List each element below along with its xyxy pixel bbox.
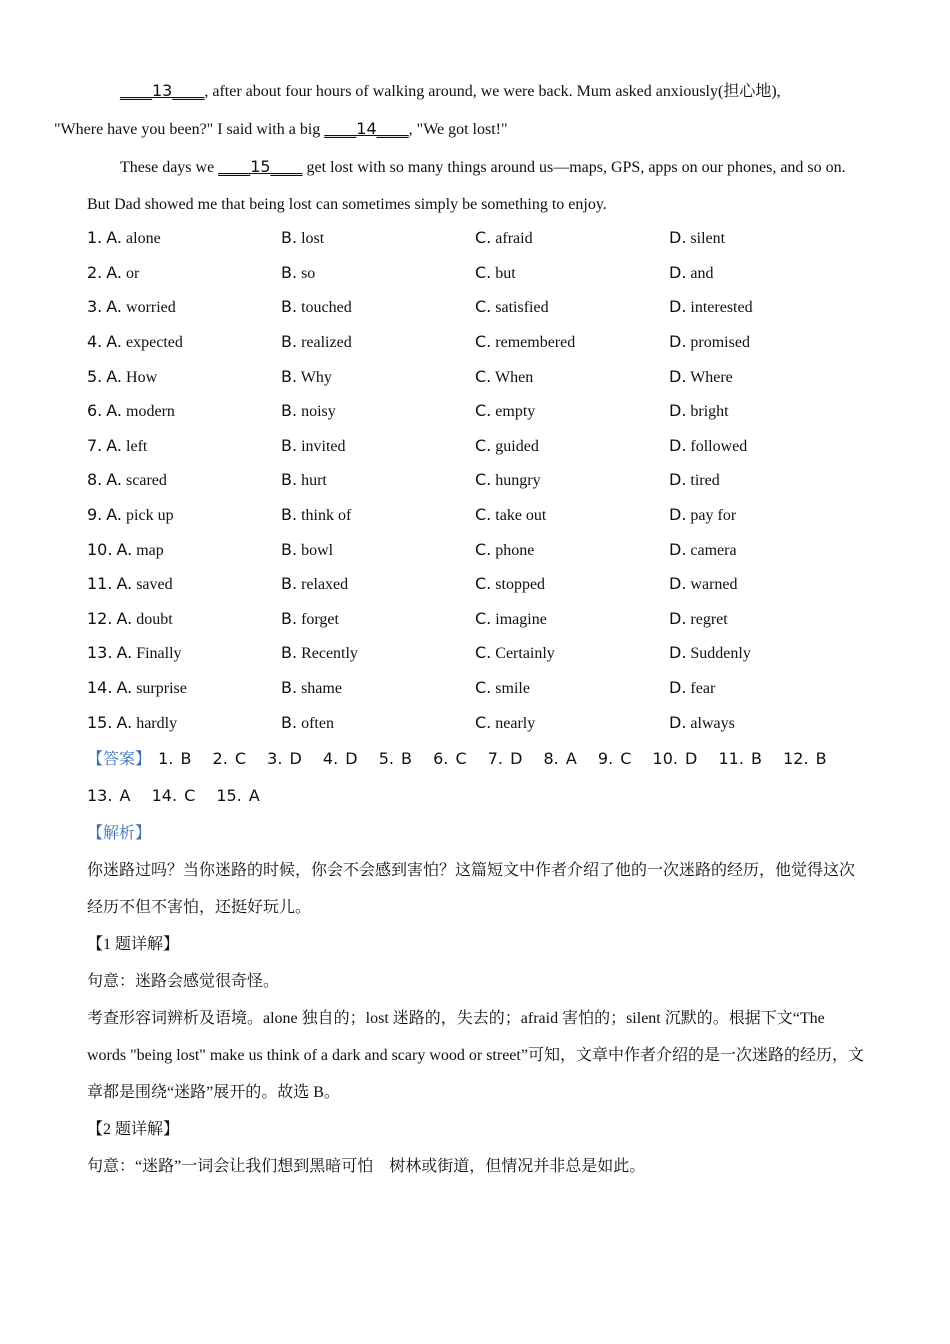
option-row [87, 394, 867, 429]
option-letter: B. [281, 470, 298, 490]
option-text: stopped [495, 576, 546, 594]
option-letter: D. [669, 678, 687, 698]
analysis-text: 你迷路过吗？当你迷路的时候，你会不会感到害怕？这篇短文中作者介绍了他的一次迷路的经历，他觉得这次经历不但不害怕，还挺好玩儿。 [87, 861, 856, 916]
option-b [281, 367, 475, 387]
answer-label: 【答案】 [87, 748, 152, 768]
option-c [475, 436, 669, 456]
option-b [281, 574, 475, 594]
option-a [87, 678, 281, 698]
option-text: followed [690, 437, 748, 455]
option-letter: D. [669, 608, 687, 628]
option-text: silent [690, 230, 726, 248]
option-c [475, 574, 669, 594]
option-letter: C. [475, 712, 492, 732]
option-letter: B. [281, 643, 298, 663]
option-a [87, 643, 281, 663]
option-letter: B. [281, 262, 298, 282]
option-a [87, 540, 281, 560]
option-text: but [495, 264, 516, 282]
option-a [87, 470, 281, 490]
option-text: surprise [136, 680, 187, 698]
option-c [475, 505, 669, 525]
option-row [87, 671, 867, 706]
option-text: When [494, 368, 534, 386]
option-letter: C. [475, 608, 492, 628]
question-number: 2. [87, 262, 103, 282]
option-letter: C. [475, 643, 492, 663]
option-text: regret [690, 610, 728, 628]
option-text: interested [690, 299, 753, 317]
option-text: satisfied [495, 299, 549, 317]
passage-text: "Where have you been?" I said with a big [54, 121, 325, 138]
option-b [281, 713, 475, 733]
option-letter: D. [669, 505, 687, 525]
answer-item: 4. D [322, 748, 358, 768]
option-row [87, 290, 867, 325]
option-text: imagine [495, 610, 547, 628]
option-c [475, 643, 669, 663]
analysis-label-line [87, 814, 867, 852]
option-text: always [690, 714, 735, 732]
option-row [87, 636, 867, 671]
answer-item: 11. B [718, 748, 762, 768]
option-d [669, 367, 863, 387]
option-a [87, 574, 281, 594]
option-text: lost [301, 230, 325, 248]
option-letter: D. [669, 262, 687, 282]
option-letter: D. [669, 574, 687, 594]
blank-14: ____14____ [324, 119, 409, 138]
option-text: doubt [136, 610, 173, 628]
option-letter: D. [669, 435, 687, 455]
answer-item: 9. C [597, 748, 632, 768]
option-letter: D. [669, 297, 687, 317]
question-number: 15. [87, 712, 113, 732]
option-a [87, 367, 281, 387]
option-text: so [301, 264, 316, 282]
option-letter: A. [106, 505, 123, 525]
q2-header: 【2 题详解】 [87, 1120, 180, 1138]
option-d [669, 609, 863, 629]
option-c [475, 713, 669, 733]
option-text: Why [300, 368, 332, 386]
option-a [87, 332, 281, 352]
option-text: hurt [301, 472, 327, 490]
option-letter: C. [475, 366, 492, 386]
option-d [669, 297, 863, 317]
question-number: 5. [87, 366, 103, 386]
option-letter: C. [475, 470, 492, 490]
question-number: 10. [87, 539, 113, 559]
option-a [87, 228, 281, 248]
option-letter: B. [281, 574, 298, 594]
option-text: Where [690, 368, 733, 386]
option-letter: A. [106, 262, 123, 282]
answer-item: 5. B [378, 748, 413, 768]
option-text: shame [301, 680, 342, 698]
option-b [281, 297, 475, 317]
option-letter: B. [281, 505, 298, 525]
option-b [281, 470, 475, 490]
option-letter: D. [669, 401, 687, 421]
option-c [475, 297, 669, 317]
option-a [87, 297, 281, 317]
question-number: 13. [87, 643, 113, 663]
option-row [87, 602, 867, 637]
answer-item: 6. C [433, 748, 467, 768]
option-letter: A. [106, 366, 123, 386]
document-page [54, 72, 867, 1185]
option-b [281, 540, 475, 560]
question-number: 12. [87, 608, 113, 628]
blank-15: ____15____ [218, 157, 303, 176]
option-text: touched [301, 299, 352, 317]
answer-item: 15. A [216, 785, 260, 805]
option-row [87, 567, 867, 602]
option-a [87, 505, 281, 525]
answer-item: 13. A [87, 785, 131, 805]
option-letter: D. [669, 366, 687, 386]
question-number: 3. [87, 297, 103, 317]
option-a [87, 713, 281, 733]
answer-item: 7. D [487, 748, 523, 768]
option-c [475, 678, 669, 698]
option-text: noisy [301, 403, 336, 421]
option-a [87, 436, 281, 456]
option-text: warned [690, 576, 738, 594]
option-text: and [690, 264, 714, 282]
option-row [87, 359, 867, 394]
option-text: expected [126, 334, 183, 352]
option-row [87, 498, 867, 533]
option-text: How [126, 368, 158, 386]
option-b [281, 643, 475, 663]
answer-item: 3. D [267, 748, 302, 768]
option-letter: C. [475, 332, 492, 352]
option-b [281, 505, 475, 525]
option-d [669, 540, 863, 560]
option-letter: A. [116, 643, 133, 663]
option-letter: A. [116, 712, 133, 732]
option-letter: A. [106, 401, 123, 421]
option-b [281, 401, 475, 421]
option-row [87, 429, 867, 464]
option-text: pick up [126, 507, 174, 525]
question-number: 4. [87, 332, 103, 352]
option-letter: A. [106, 470, 123, 490]
option-text: bowl [301, 541, 334, 559]
option-text: guided [495, 437, 539, 455]
option-text: modern [126, 403, 175, 421]
option-text: hungry [495, 472, 541, 490]
option-text: hardly [136, 714, 178, 732]
q2-meaning: 句意：“迷路”一词会让我们想到黑暗可怕 树林或街道，但情况并非总是如此。 [87, 1157, 646, 1175]
option-row [87, 705, 867, 740]
option-d [669, 678, 863, 698]
option-text: empty [495, 403, 536, 421]
question-number: 11. [87, 574, 113, 594]
option-text: or [126, 264, 140, 282]
option-text: relaxed [301, 576, 349, 594]
answer-item: 10. D [652, 748, 698, 768]
answer-item: 12. B [783, 748, 827, 768]
option-letter: A. [106, 297, 123, 317]
option-c [475, 263, 669, 283]
option-text: invited [301, 437, 346, 455]
passage-text: get lost with so many things around us—maps, GPS, apps on our phones, and so on. But Dad showed me that being lost can sometimes simply be something to enjoy. [87, 159, 846, 213]
option-letter: B. [281, 401, 298, 421]
option-letter: B. [281, 678, 298, 698]
option-letter: C. [475, 262, 492, 282]
option-text: Recently [301, 645, 358, 663]
option-d [669, 436, 863, 456]
option-letter: C. [475, 574, 492, 594]
passage-text: , "We got lost!" [408, 121, 508, 138]
option-text: tired [690, 472, 720, 490]
option-row [87, 256, 867, 291]
passage-text: These days we [120, 159, 219, 176]
option-text: forget [301, 610, 339, 628]
option-text: often [301, 714, 334, 732]
option-letter: C. [475, 228, 492, 248]
passage-paragraph-2 [87, 148, 867, 223]
passage-paragraph-1 [54, 72, 867, 148]
option-c [475, 367, 669, 387]
option-letter: C. [475, 539, 492, 559]
option-letter: B. [281, 297, 298, 317]
option-c [475, 332, 669, 352]
passage-text: , after about four hours of walking around, we were back. Mum asked anxiously(担心地), [204, 83, 781, 100]
option-text: alone [126, 230, 161, 248]
option-c [475, 609, 669, 629]
option-text: scared [126, 472, 167, 490]
option-text: afraid [495, 230, 533, 248]
option-letter: A. [116, 539, 133, 559]
option-letter: A. [116, 574, 133, 594]
option-c [475, 228, 669, 248]
option-d [669, 713, 863, 733]
option-c [475, 540, 669, 560]
blank-13: ____13____ [120, 81, 205, 100]
option-b [281, 332, 475, 352]
answer-item: 14. C [151, 785, 196, 805]
option-text: remembered [495, 334, 576, 352]
option-a [87, 609, 281, 629]
option-d [669, 332, 863, 352]
option-d [669, 263, 863, 283]
option-d [669, 401, 863, 421]
option-letter: B. [281, 228, 298, 248]
question-number: 14. [87, 678, 113, 698]
option-text: think of [301, 507, 352, 525]
option-letter: A. [106, 228, 123, 248]
option-row [87, 325, 867, 360]
question-number: 7. [87, 435, 103, 455]
option-text: pay for [690, 507, 737, 525]
option-letter: C. [475, 678, 492, 698]
option-d [669, 505, 863, 525]
option-a [87, 263, 281, 283]
option-letter: D. [669, 643, 687, 663]
q1-meaning: 句意：迷路会感觉很奇怪。 [87, 972, 280, 990]
option-text: nearly [495, 714, 536, 732]
option-d [669, 574, 863, 594]
option-text: Certainly [495, 645, 555, 663]
question-number: 1. [87, 228, 103, 248]
options-list [87, 221, 867, 740]
option-text: left [126, 437, 148, 455]
option-letter: C. [475, 401, 492, 421]
option-letter: B. [281, 366, 298, 386]
answer-item: 8. A [543, 748, 577, 768]
option-row [87, 532, 867, 567]
option-letter: B. [281, 435, 298, 455]
option-letter: A. [106, 435, 123, 455]
answer-item: 1. B [158, 748, 192, 768]
option-c [475, 401, 669, 421]
option-a [87, 401, 281, 421]
question-number: 9. [87, 505, 103, 525]
option-text: smile [495, 680, 530, 698]
option-text: map [136, 541, 164, 559]
option-text: fear [690, 680, 716, 698]
option-letter: D. [669, 332, 687, 352]
option-letter: C. [475, 505, 492, 525]
option-letter: D. [669, 539, 687, 559]
question-number: 6. [87, 401, 103, 421]
option-text: realized [301, 334, 352, 352]
option-row [87, 221, 867, 256]
option-letter: D. [669, 712, 687, 732]
option-b [281, 678, 475, 698]
option-text: Suddenly [690, 645, 751, 663]
option-text: camera [690, 541, 737, 559]
option-d [669, 228, 863, 248]
option-b [281, 263, 475, 283]
option-letter: D. [669, 228, 687, 248]
option-letter: A. [116, 608, 133, 628]
option-b [281, 436, 475, 456]
option-text: bright [690, 403, 729, 421]
answer-section [87, 740, 867, 814]
option-b [281, 609, 475, 629]
option-letter: D. [669, 470, 687, 490]
option-b [281, 228, 475, 248]
option-letter: B. [281, 539, 298, 559]
option-text: Finally [136, 645, 182, 663]
option-text: take out [495, 507, 547, 525]
option-text: phone [495, 541, 535, 559]
option-d [669, 470, 863, 490]
option-text: worried [126, 299, 176, 317]
answer-item: 2. C [212, 748, 247, 768]
option-row [87, 463, 867, 498]
option-c [475, 470, 669, 490]
option-letter: C. [475, 435, 492, 455]
option-letter: A. [106, 332, 123, 352]
option-letter: B. [281, 332, 298, 352]
option-letter: B. [281, 608, 298, 628]
option-letter: A. [116, 678, 133, 698]
option-text: promised [690, 334, 750, 352]
question-number: 8. [87, 470, 103, 490]
option-d [669, 643, 863, 663]
option-letter: C. [475, 297, 492, 317]
q1-header: 【1 题详解】 [87, 935, 180, 953]
analysis-label: 【解析】 [87, 822, 152, 842]
q1-explanation: 考查形容词辨析及语境。alone 独自的；lost 迷路的，失去的；afraid 害怕的；silent 沉默的。根据下文“The words "being lost" make us think of a dark and scary wood or street”可知，文章中作者介绍的是一次迷路的经历，文章都是围绕“迷路”展开的。故选 B。 [87, 1009, 864, 1101]
option-letter: B. [281, 712, 298, 732]
option-text: saved [136, 576, 173, 594]
